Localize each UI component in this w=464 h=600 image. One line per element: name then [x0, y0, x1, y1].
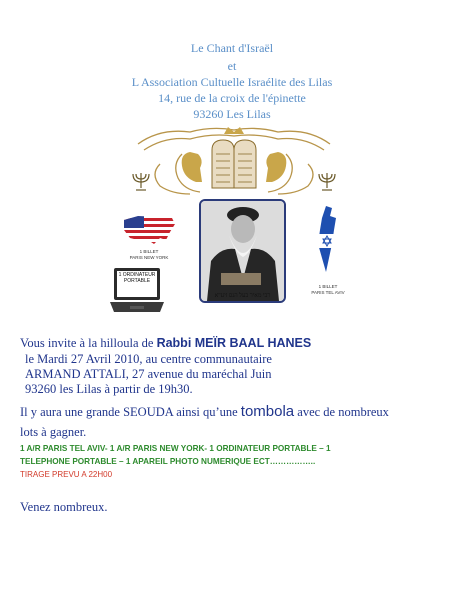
invitation-line-1 — [20, 336, 311, 351]
header-line-3: L Association Cultuelle Israélite des Lilas — [131, 75, 333, 89]
invitation-line-2: le Mardi 27 Avril 2010, au centre communautaire — [25, 352, 272, 366]
rabbi-portrait-image — [199, 199, 286, 303]
usa-caption-line-1: 1 BILLET — [139, 249, 159, 254]
israel-caption-line-1: 1 BILLET — [318, 284, 338, 289]
header-line-2: et — [227, 59, 237, 73]
invitation-prefix: Vous invite à la hilloula de — [20, 336, 157, 350]
israel-ticket-caption — [306, 284, 350, 296]
seouda-prefix: Il y aura une grande SEOUDA ainsi qu’une — [20, 405, 241, 419]
menorah-left-icon — [130, 170, 152, 192]
prizes-line-1: 1 A/R PARIS TEL AVIV- 1 A/R PARIS NEW YORK- 1 ORDINATEUR PORTABLE – 1 — [20, 444, 331, 453]
closing-text: Venez nombreux. — [20, 500, 108, 514]
header-line-4: 14, rue de la croix de l'épinette — [158, 91, 306, 105]
israel-flag-map-icon — [312, 204, 342, 274]
crest-tablets-lions-emblem — [120, 124, 348, 198]
prizes-line-2: TELEPHONE PORTABLE – 1 APAREIL PHOTO NUMERIQUE ECT…………….. — [20, 457, 316, 466]
seouda-suffix: avec de nombreux — [294, 405, 389, 419]
portrait-caption: רבי מאיר בעל הנס זיע"א — [214, 293, 271, 299]
laptop-label: 1 ORDINATEUR PORTABLE — [118, 272, 156, 284]
invitation-line-4: 93260 les Lilas à partir de 19h30. — [25, 382, 193, 396]
invitation-line-3: ARMAND ATTALI, 27 avenue du maréchal Juin — [25, 367, 272, 381]
seouda-line-2: lots à gagner. — [20, 425, 87, 439]
israel-caption-line-2: PARIS TEL AVIV — [311, 290, 345, 295]
menorah-right-icon — [316, 170, 338, 192]
rabbi-name: Rabbi MEÏR BAAL HANES — [156, 336, 312, 350]
tombola-word: tombola — [240, 403, 295, 420]
header-line-1: Le Chant d'Israël — [190, 41, 274, 55]
usa-ticket-caption — [120, 249, 178, 261]
seouda-line-1 — [20, 404, 389, 420]
usa-flag-map-icon — [120, 212, 178, 248]
usa-caption-line-2: PARIS NEW YORK — [129, 255, 169, 260]
draw-time: TIRAGE PREVU A 22H00 — [20, 470, 113, 479]
portrait-figure-icon — [201, 201, 284, 301]
header-line-5: 93260 Les Lilas — [193, 107, 271, 121]
